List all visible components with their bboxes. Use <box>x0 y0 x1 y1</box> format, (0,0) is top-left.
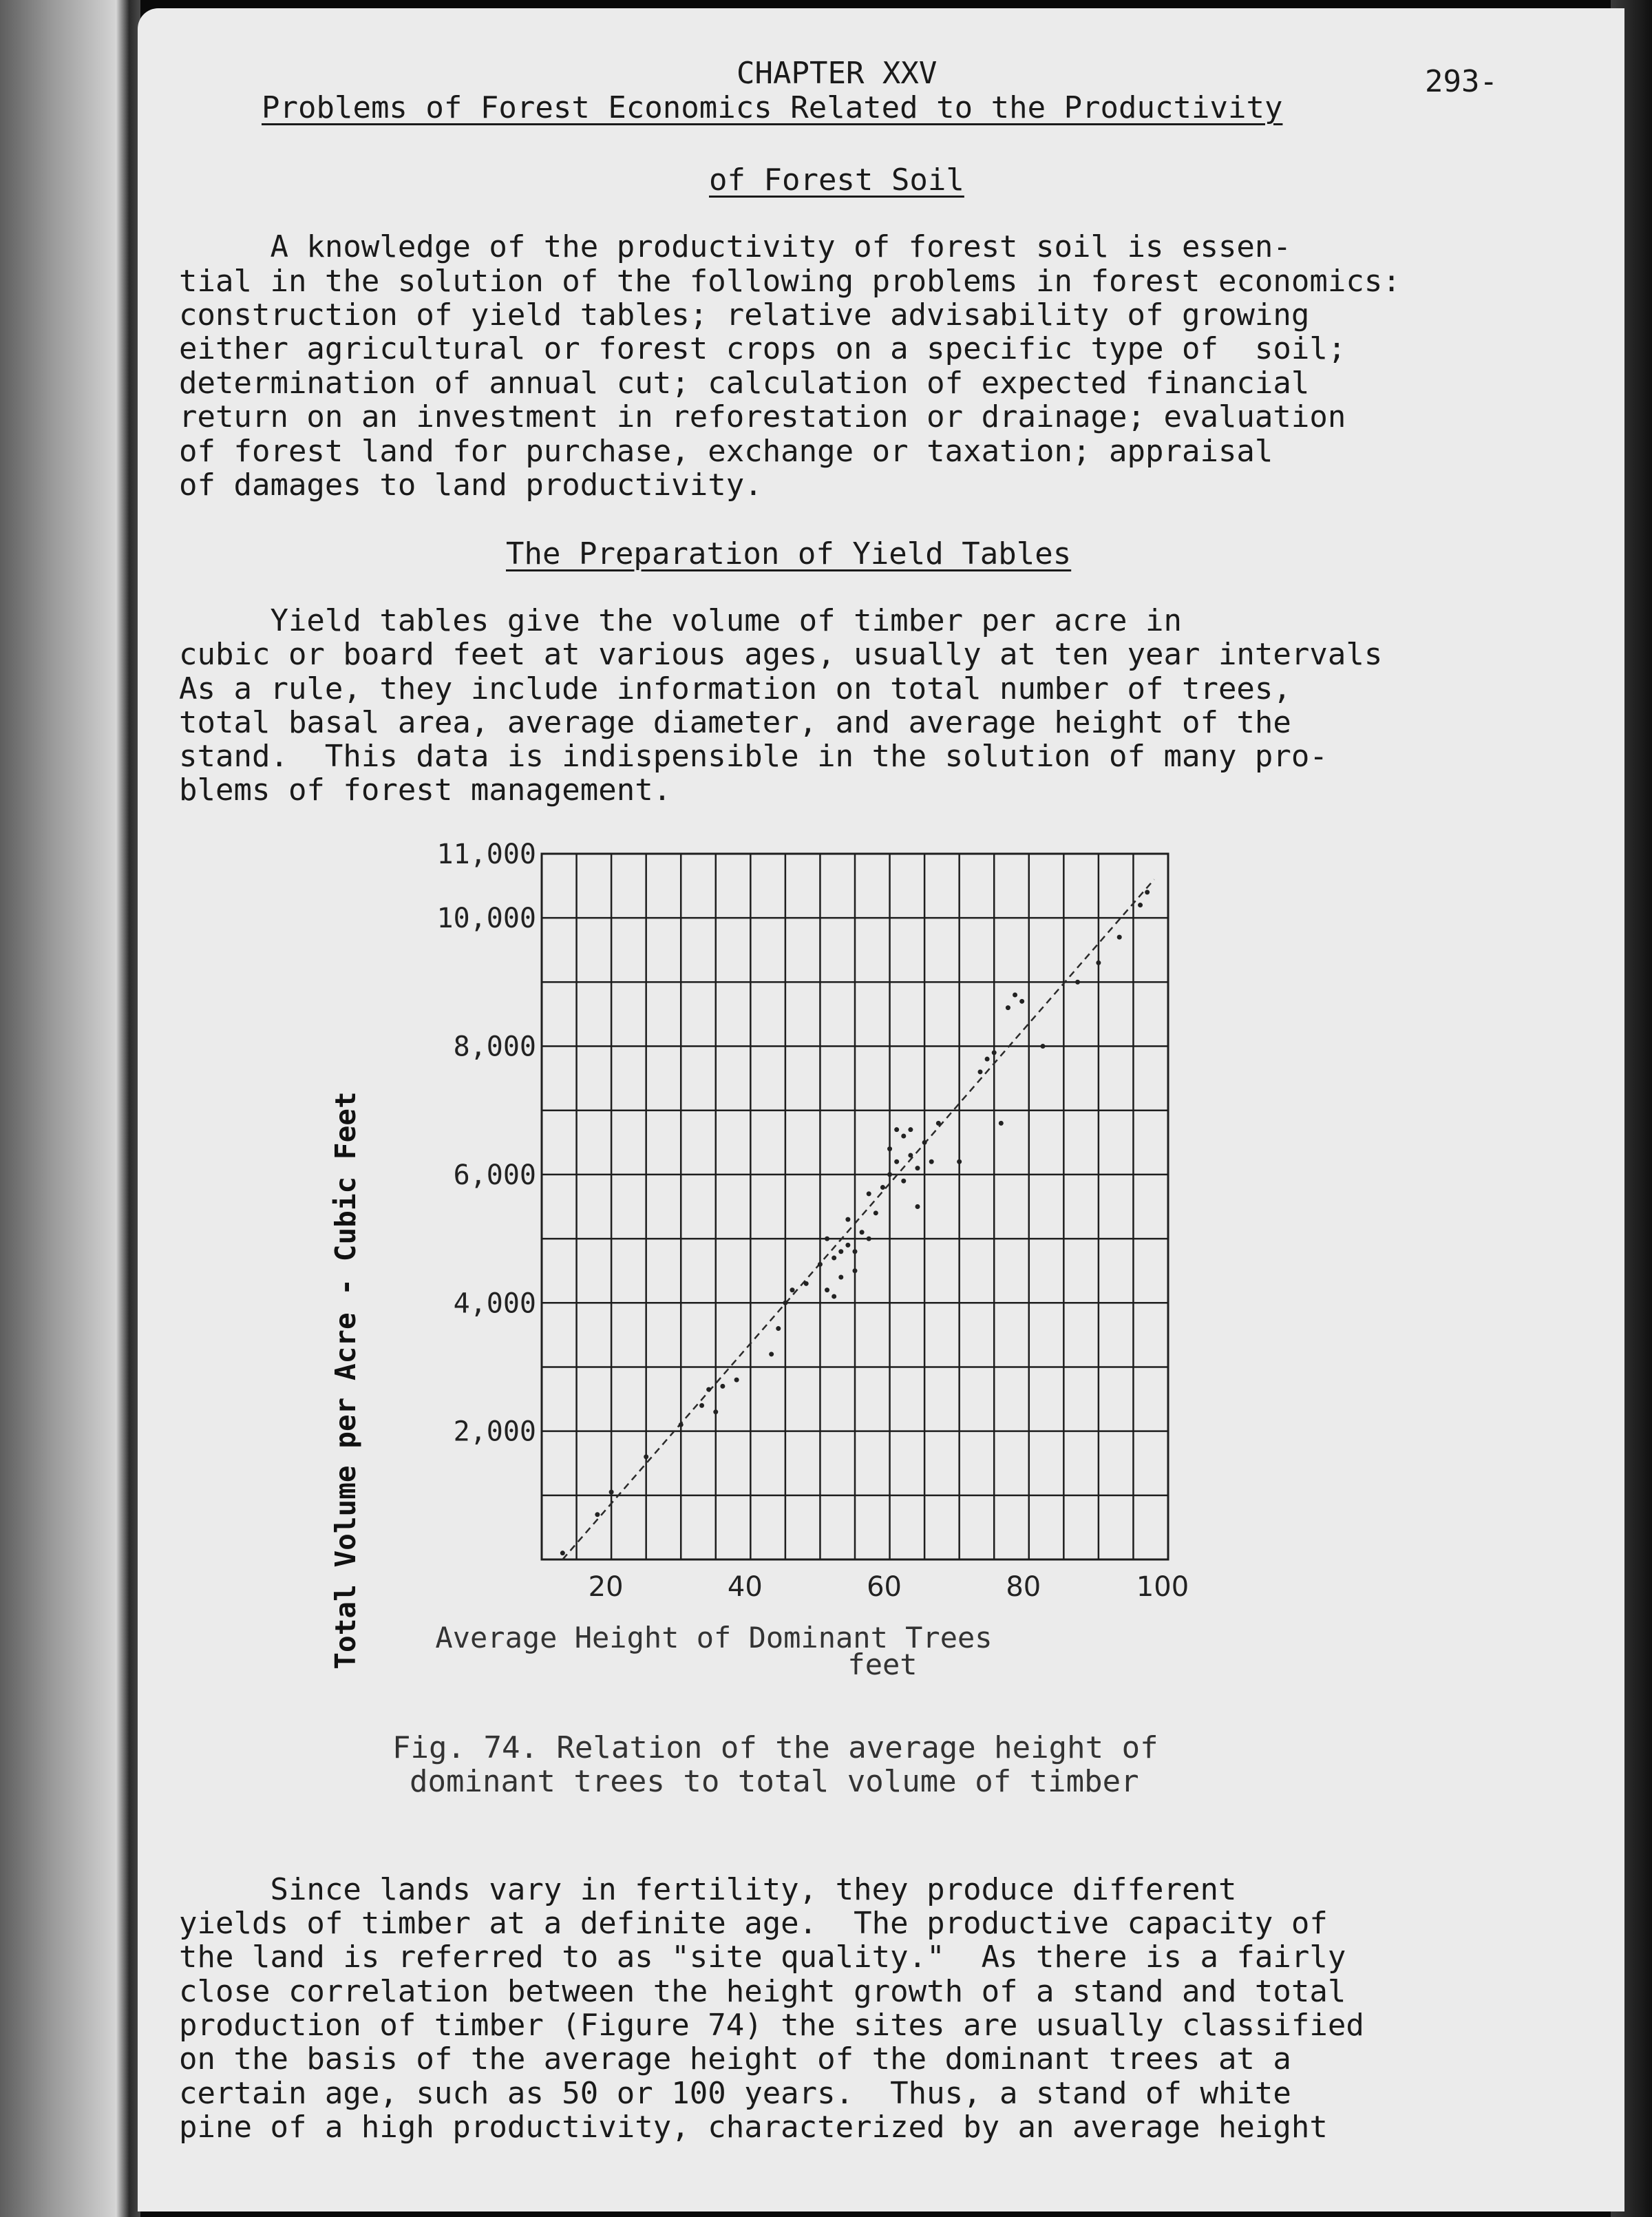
text-line: As a rule, they include information on total number of trees, <box>179 671 1291 706</box>
tick-labels <box>437 839 1189 1603</box>
text-line: close correlation between the height growth of a stand and total <box>179 1974 1346 2009</box>
text-line: of damages to land productivity. <box>179 467 763 503</box>
x-tick-label: 60 <box>867 1571 902 1603</box>
text-line: Since lands vary in fertility, they produce different <box>179 1872 1237 1907</box>
text-line: yields of timber at a definite age. The productive capacity of <box>179 1906 1328 1941</box>
data-point <box>867 1191 871 1196</box>
data-point <box>880 1185 885 1190</box>
data-point <box>908 1153 913 1157</box>
data-point <box>887 1172 892 1177</box>
text-line: stand. This data is indispensible in the solution of many pro- <box>179 739 1328 774</box>
chapter-title-line-2: of Forest Soil <box>709 162 964 198</box>
y-tick-label: 4,000 <box>453 1288 536 1320</box>
text-line: determination of annual cut; calculation of expected financial <box>179 366 1310 401</box>
data-point <box>706 1387 711 1392</box>
x-axis-label: Average Height of Dominant Trees <box>435 1621 993 1654</box>
data-point <box>901 1179 906 1184</box>
data-point <box>999 1121 1004 1126</box>
caption-line: dominant trees to total volume of timber <box>410 1764 1139 1799</box>
data-point <box>832 1256 836 1261</box>
caption-line: Fig. 74. Relation of the average height of <box>392 1730 1158 1765</box>
data-point <box>873 1210 878 1215</box>
data-point <box>1145 890 1150 894</box>
data-point <box>908 1127 913 1132</box>
data-point <box>985 1057 990 1062</box>
text-line: production of timber (Figure 74) the sites are usually classified <box>179 2008 1364 2043</box>
data-point <box>832 1294 836 1299</box>
data-point <box>936 1121 941 1126</box>
data-point <box>992 1050 997 1055</box>
data-point <box>804 1281 809 1286</box>
text-line: certain age, such as 50 or 100 years. Thus, a stand of white <box>179 2076 1291 2111</box>
data-point <box>1013 993 1017 998</box>
text-line: the land is referred to as "site quality." As there is a fairly <box>179 1940 1346 1975</box>
text-line: either agricultural or forest crops on a specific type of soil; <box>179 331 1346 366</box>
y-tick-label: 10,000 <box>436 903 536 935</box>
data-point <box>595 1512 600 1517</box>
x-axis-unit-label: feet <box>847 1648 918 1680</box>
data-point <box>978 1069 983 1074</box>
page-number: 293- <box>1425 64 1498 99</box>
adjacent-page-edge <box>0 0 131 2217</box>
data-point <box>1075 980 1080 985</box>
text-line: total basal area, average diameter, and average height of the <box>179 705 1291 740</box>
data-point <box>713 1409 718 1414</box>
chapter-title-line-1: Problems of Forest Economics Related to the Productivity <box>262 90 1283 125</box>
data-point <box>1006 1005 1010 1010</box>
data-point <box>894 1127 899 1132</box>
chapter-heading: CHAPTER XXV <box>737 56 938 91</box>
x-tick-label: 40 <box>727 1571 763 1603</box>
data-point <box>1117 935 1122 940</box>
data-point <box>922 1140 927 1145</box>
data-point <box>915 1166 920 1170</box>
data-point <box>1138 903 1143 907</box>
data-point <box>790 1288 795 1292</box>
text-line: cubic or board feet at various ages, usually at ten year intervals <box>179 637 1383 672</box>
data-point <box>825 1288 829 1292</box>
data-point <box>845 1217 850 1222</box>
data-point <box>679 1422 684 1427</box>
data-point <box>644 1454 648 1459</box>
data-point <box>867 1237 871 1241</box>
height-volume-scatter-chart <box>303 819 1225 1680</box>
data-point <box>838 1275 843 1280</box>
section-heading: The Preparation of Yield Tables <box>506 536 1072 571</box>
data-point <box>769 1352 774 1356</box>
data-point <box>853 1268 858 1273</box>
data-point <box>901 1134 906 1139</box>
data-point <box>776 1326 781 1331</box>
data-point <box>860 1230 865 1234</box>
y-tick-label: 6,000 <box>453 1159 536 1191</box>
text-line: Yield tables give the volume of timber per acre in <box>179 603 1182 638</box>
text-line: tial in the solution of the following problems in forest economics: <box>179 264 1401 299</box>
text-line: A knowledge of the productivity of forest soil is essen- <box>179 229 1291 264</box>
data-point <box>1041 1044 1046 1049</box>
data-point <box>957 1159 962 1164</box>
data-point <box>845 1243 850 1248</box>
data-point <box>734 1378 739 1383</box>
data-point <box>609 1490 614 1495</box>
x-tick-label: 80 <box>1006 1571 1041 1603</box>
data-point <box>853 1249 858 1254</box>
y-tick-label: 2,000 <box>453 1416 536 1448</box>
data-point <box>894 1159 899 1164</box>
data-point <box>929 1159 934 1164</box>
text-line: on the basis of the average height of the dominant trees at a <box>179 2041 1291 2077</box>
text-line: construction of yield tables; relative advisability of growing <box>179 297 1310 333</box>
y-tick-label: 8,000 <box>453 1031 536 1063</box>
chart-grid <box>542 854 1168 1559</box>
text-line: return on an investment in reforestation or drainage; evaluation <box>179 399 1346 434</box>
data-point <box>783 1301 787 1305</box>
text-line: blems of forest management. <box>179 773 672 808</box>
data-point <box>720 1384 725 1389</box>
data-point <box>915 1204 920 1209</box>
data-point <box>1096 960 1101 965</box>
x-tick-label: 20 <box>588 1571 624 1603</box>
data-point <box>818 1262 823 1267</box>
book-gutter <box>116 0 140 2217</box>
y-tick-label: 11,000 <box>436 839 536 870</box>
data-point <box>825 1237 829 1241</box>
data-point <box>560 1551 565 1555</box>
data-point <box>1019 999 1024 1004</box>
data-point <box>838 1249 843 1254</box>
data-point <box>699 1403 704 1408</box>
data-point <box>887 1146 892 1151</box>
text-line: of forest land for purchase, exchange or taxation; appraisal <box>179 434 1273 469</box>
text-line: pine of a high productivity, characterized by an average height <box>179 2110 1328 2145</box>
x-tick-label: 100 <box>1136 1571 1189 1603</box>
y-axis-label: Total Volume per Acre - Cubic Feet <box>329 1091 362 1670</box>
